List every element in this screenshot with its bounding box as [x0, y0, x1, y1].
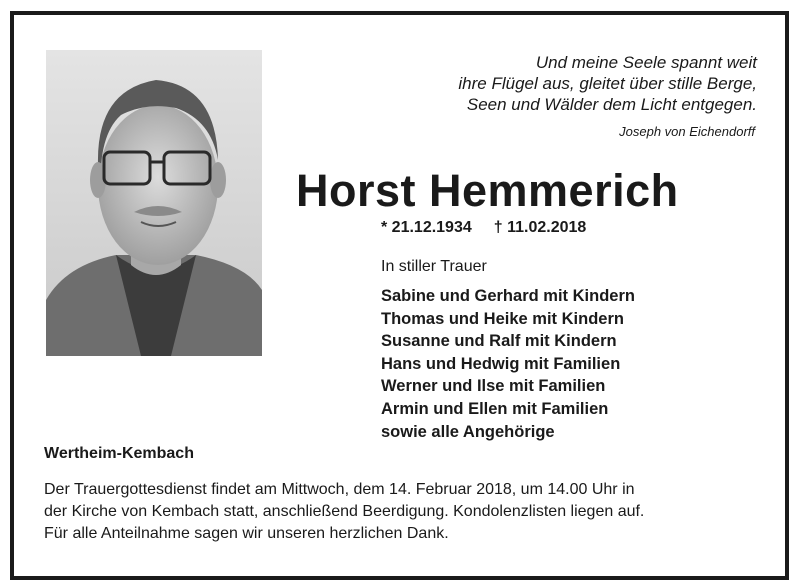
- portrait-photo: [46, 50, 262, 356]
- place-name: Wertheim-Kembach: [44, 445, 194, 462]
- notice-line: der Kirche von Kembach statt, anschließend Beerdigung. Kondolenzlisten liegen auf.: [44, 503, 645, 520]
- family-entry: Werner und Ilse mit Familien: [381, 377, 606, 396]
- mourning-intro: In stiller Trauer: [381, 258, 487, 275]
- family-entry: Armin und Ellen mit Familien: [381, 399, 609, 418]
- deceased-name: Horst Hemmerich: [296, 165, 679, 216]
- family-entry: Thomas und Heike mit Kindern: [381, 309, 624, 328]
- funeral-notice: [44, 479, 764, 545]
- notice-line: Der Trauergottesdienst findet am Mittwoch, dem 14. Februar 2018, um 14.00 Uhr in: [44, 481, 635, 498]
- poem-line: ihre Flügel aus, gleitet über stille Berge,: [458, 74, 757, 93]
- family-entry: Susanne und Ralf mit Kindern: [381, 332, 617, 351]
- family-entry: Hans und Hedwig mit Familien: [381, 354, 621, 373]
- poem-line: Seen und Wälder dem Licht entgegen.: [466, 95, 757, 114]
- death-date: † 11.02.2018: [493, 219, 587, 236]
- poem-line: Und meine Seele spannt weit: [535, 53, 757, 72]
- life-dates: [381, 219, 586, 237]
- family-list: [381, 285, 635, 443]
- family-entry: sowie alle Angehörige: [381, 422, 555, 441]
- poem-author: Joseph von Eichendorff: [619, 124, 755, 139]
- birth-date: * 21.12.1934: [381, 219, 472, 236]
- portrait-image: [46, 50, 262, 356]
- family-entry: Sabine und Gerhard mit Kindern: [381, 287, 635, 305]
- poem-quote: [337, 52, 757, 115]
- notice-line: Für alle Anteilnahme sagen wir unseren herzlichen Dank.: [44, 525, 449, 542]
